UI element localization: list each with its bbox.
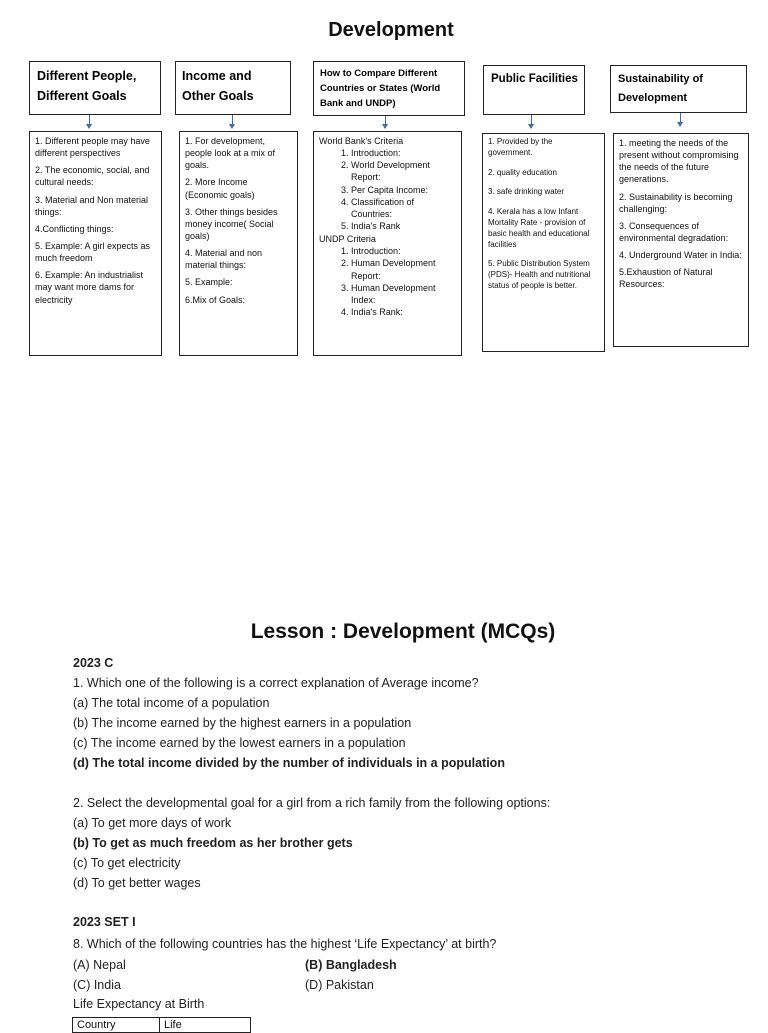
set-label: 2023 SET I (73, 915, 136, 929)
option-1b: (b) The income earned by the highest earners in a population (73, 716, 412, 730)
content-income-goals (179, 131, 298, 356)
list-item: 2. Sustainability is becoming challenging: (619, 191, 733, 214)
list-item: 3. Material and Non material things: (35, 194, 149, 217)
heading-compare-countries: How to Compare Different Countries or States (World Bank and UNDP) (313, 61, 465, 116)
table-row (73, 1018, 251, 1033)
heading-sustainability: Sustainability of Development (610, 65, 747, 113)
list-item: 2. Human Development Report: (351, 257, 456, 281)
table-caption: Life Expectancy at Birth (73, 997, 205, 1011)
list-item: 4. Underground Water in India: (619, 250, 742, 261)
life-expectancy-table (72, 1017, 251, 1033)
list-item: 2. The economic, social, and cultural needs: (35, 165, 150, 188)
list-item: 1. Introduction: (351, 147, 456, 159)
list-item: 5. Public Distribution System (PDS)- Health and nutritional status of people is better. (488, 259, 591, 290)
option-8a: (A) Nepal (73, 958, 126, 972)
content-sustainability (613, 133, 749, 347)
heading-different-people: Different People, Different Goals (29, 61, 161, 115)
content-compare-countries (313, 131, 462, 356)
list-item: 6.Mix of Goals: (185, 294, 246, 305)
question-1: 1. Which one of the following is a correct explanation of Average income? (73, 676, 479, 690)
option-2a: (a) To get more days of work (73, 816, 232, 830)
mindmap-title: Development (328, 19, 454, 41)
option-1a: (a) The total income of a population (73, 696, 270, 710)
list-item: 6. Example: An industrialist may want more dams for electricity (35, 270, 144, 305)
option-1d-answer: (d) The total income divided by the number of individuals in a population (73, 756, 505, 770)
list-item: 5.Exhaustion of Natural Resources: (619, 267, 713, 290)
list-item: 3. Other things besides money income( Social goals) (185, 206, 278, 241)
list-item: 1. For development, people look at a mix of goals. (185, 136, 276, 171)
option-8c: (C) India (73, 978, 121, 992)
list-item: 2. More Income (Economic goals) (185, 177, 255, 200)
list-item: 3. Consequences of environmental degradation: (619, 220, 729, 243)
list-item: 2. quality education (488, 167, 557, 177)
content-different-people (29, 131, 162, 356)
list-item: 3. safe drinking water (488, 187, 565, 197)
option-8b-answer: (B) Bangladesh (305, 958, 397, 972)
list-item: 1. meeting the needs of the present without compromising the needs of the future generations. (619, 138, 739, 185)
list-item: 5. India's Rank (351, 220, 456, 232)
set-label: 2023 C (73, 656, 114, 670)
section-title: World Bank's Criteria (319, 136, 404, 146)
option-2b-answer: (b) To get as much freedom as her brother gets (73, 836, 353, 850)
table-header-life: Life (160, 1018, 251, 1033)
list-item: 1. Introduction: (351, 245, 456, 257)
list-item: 4. Kerala has a low Infant Mortality Rate - provision of basic health and educational facilities (488, 207, 590, 249)
heading-income-goals: Income and Other Goals (175, 61, 291, 115)
heading-public-facilities: Public Facilities (483, 65, 585, 115)
option-1c: (c) The income earned by the lowest earners in a population (73, 736, 406, 750)
list-item: 5. Example: (185, 277, 233, 288)
question-2: 2. Select the developmental goal for a girl from a rich family from the following options: (73, 796, 551, 810)
list-item: 4. Material and non material things: (185, 248, 263, 271)
list-item: 5. Example: A girl expects as much freedom (35, 240, 151, 264)
section-title: UNDP Criteria (319, 234, 376, 245)
list-item: 4.Conflicting things: (35, 223, 114, 234)
option-2c: (c) To get electricity (73, 856, 181, 870)
table-header-country: Country (73, 1018, 160, 1033)
option-2d: (d) To get better wages (73, 876, 201, 890)
lesson-title: Lesson : Development (MCQs) (250, 620, 556, 643)
list-item: 2. World Development Report: (351, 159, 456, 183)
list-item: 3. Human Development Index: (351, 282, 456, 306)
list-item: 1. Different people may have different perspectives (35, 136, 150, 159)
list-item: 1. Provided by the government. (488, 137, 553, 157)
list-item: 4. India's Rank: (351, 306, 456, 318)
content-public-facilities (482, 133, 605, 352)
list-item: 4. Classification of Countries: (351, 196, 456, 220)
option-8d: (D) Pakistan (305, 978, 374, 992)
list-item: 3. Per Capita Income: (351, 184, 456, 196)
question-8: 8. Which of the following countries has the highest ‘Life Expectancy’ at birth? (73, 937, 497, 951)
